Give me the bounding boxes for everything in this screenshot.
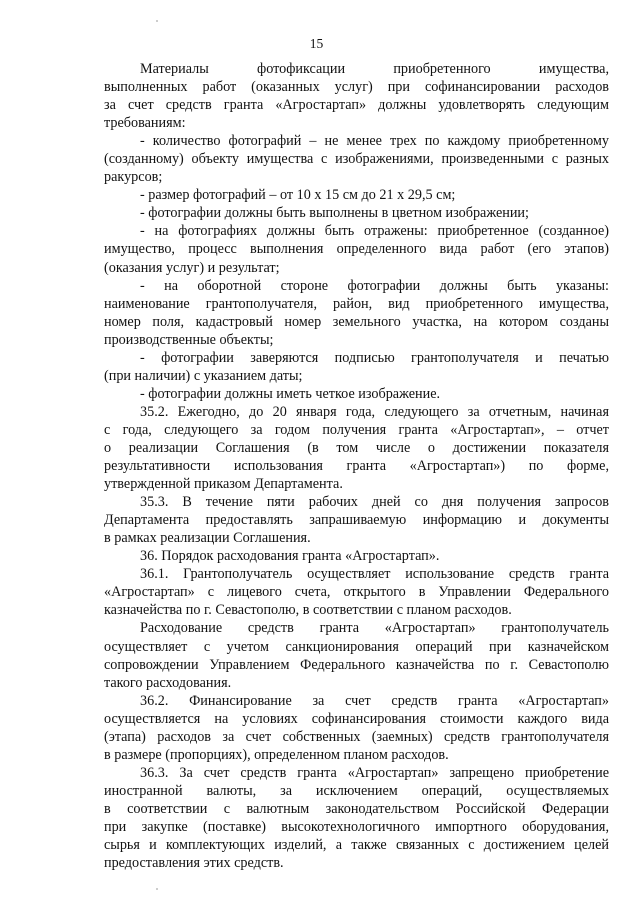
- text-line: утвержденной приказом Департамента.: [104, 476, 343, 493]
- text-line: в размере (пропорциях), определенном планом расходов.: [104, 746, 449, 763]
- text-line: Департамента предоставлять запрашиваемую информацию и документы: [104, 512, 609, 529]
- text-line: 36.2. Финансирование за счет средств гранта «Агростартап»: [140, 692, 609, 709]
- text-line: казначейства по г. Севастополю, в соответствии с планом расходов.: [104, 602, 512, 619]
- text-line: 36.1. Грантополучатель осуществляет использование средств гранта: [140, 566, 609, 583]
- text-line: - размер фотографий – от 10 х 15 см до 21 х 29,5 см;: [140, 187, 456, 204]
- scan-speck-bottom: [156, 888, 158, 890]
- text-line: (оказания услуг) и результат;: [104, 259, 280, 276]
- text-line: иностранной валюты, за исключением операций, осуществляемых: [104, 782, 609, 799]
- page-number: 15: [309, 36, 324, 51]
- text-line: (при наличии) с указанием даты;: [104, 367, 303, 384]
- text-line: Материалы фотофиксации приобретенного имущества,: [140, 61, 609, 77]
- text-line: такого расходования.: [104, 674, 232, 691]
- document-body: [104, 60, 609, 872]
- text-line: Расходование средств гранта «Агростартап» грантополучатель: [140, 620, 609, 637]
- text-line: сопровождении Управлением Федерального казначейства по г. Севастополю: [104, 656, 609, 673]
- text-line: в соответствии с валютным законодательством Российской Федерации: [104, 800, 609, 817]
- text-line: сырья и комплектующих изделий, а также связанных с достижением целей: [104, 837, 609, 854]
- text-line: требованиям:: [104, 115, 186, 132]
- text-line: в рамках реализации Соглашения.: [104, 530, 311, 547]
- text-line: - фотографии заверяются подписью грантополучателя и печатью: [140, 349, 609, 366]
- text-line: осуществляется на условиях софинансирования стоимости каждого вида: [104, 710, 609, 727]
- text-line: осуществляет с учетом санкционирования операций при казначейском: [104, 638, 609, 655]
- text-line: за счет средств гранта «Агростартап» должны удовлетворять следующим: [104, 97, 609, 114]
- text-line: при закупке (поставке) высокотехнологичного импортного оборудования,: [104, 818, 609, 835]
- text-line: наименование грантополучателя, район, вид приобретенного имущества,: [104, 295, 609, 312]
- text-line: (этапа) расходов за счет собственных (заемных) средств грантополучателя: [104, 728, 609, 745]
- scan-speck-top: [156, 20, 158, 22]
- text-line: - количество фотографий – не менее трех по каждому приобретенному: [140, 133, 609, 150]
- text-line: о реализации Соглашения (в том числе о достижении показателя: [104, 439, 609, 456]
- text-line: 35.3. В течение пяти рабочих дней со дня получения запросов: [140, 494, 609, 511]
- text-line: 36. Порядок расходования гранта «Агростартап».: [140, 548, 440, 565]
- text-line: ракурсов;: [104, 169, 163, 186]
- text-line: - фотографии должны иметь четкое изображение.: [140, 385, 441, 402]
- text-line: - фотографии должны быть выполнены в цветном изображении;: [140, 205, 529, 222]
- text-line: с года, следующего за годом получения гранта «Агростартап», – отчет: [104, 421, 609, 438]
- text-line: выполненных работ (оказанных услуг) при софинансировании расходов: [104, 79, 609, 96]
- text-line: «Агростартап» с лицевого счета, открытого в Управлении Федерального: [104, 584, 609, 601]
- text-line: производственные объекты;: [104, 331, 274, 348]
- text-line: - на фотографиях должны быть отражены: приобретенное (созданное): [140, 223, 609, 240]
- text-line: имущество, процесс выполнения определенного вида работ (его этапов): [104, 241, 609, 258]
- text-line: предоставления этих средств.: [104, 855, 284, 872]
- text-line: номер поля, кадастровый номер земельного участка, на котором созданы: [104, 313, 609, 330]
- text-line: - на оборотной стороне фотографии должны быть указаны:: [140, 277, 609, 294]
- text-line: 35.2. Ежегодно, до 20 января года, следующего за отчетным, начиная: [140, 403, 609, 420]
- text-line: (созданному) объекту имущества с изображениями, произведенными с разных: [104, 151, 609, 168]
- text-line: результативности использования гранта «Агростартап») по форме,: [104, 458, 609, 475]
- text-line: 36.3. За счет средств гранта «Агростартап» запрещено приобретение: [140, 764, 609, 781]
